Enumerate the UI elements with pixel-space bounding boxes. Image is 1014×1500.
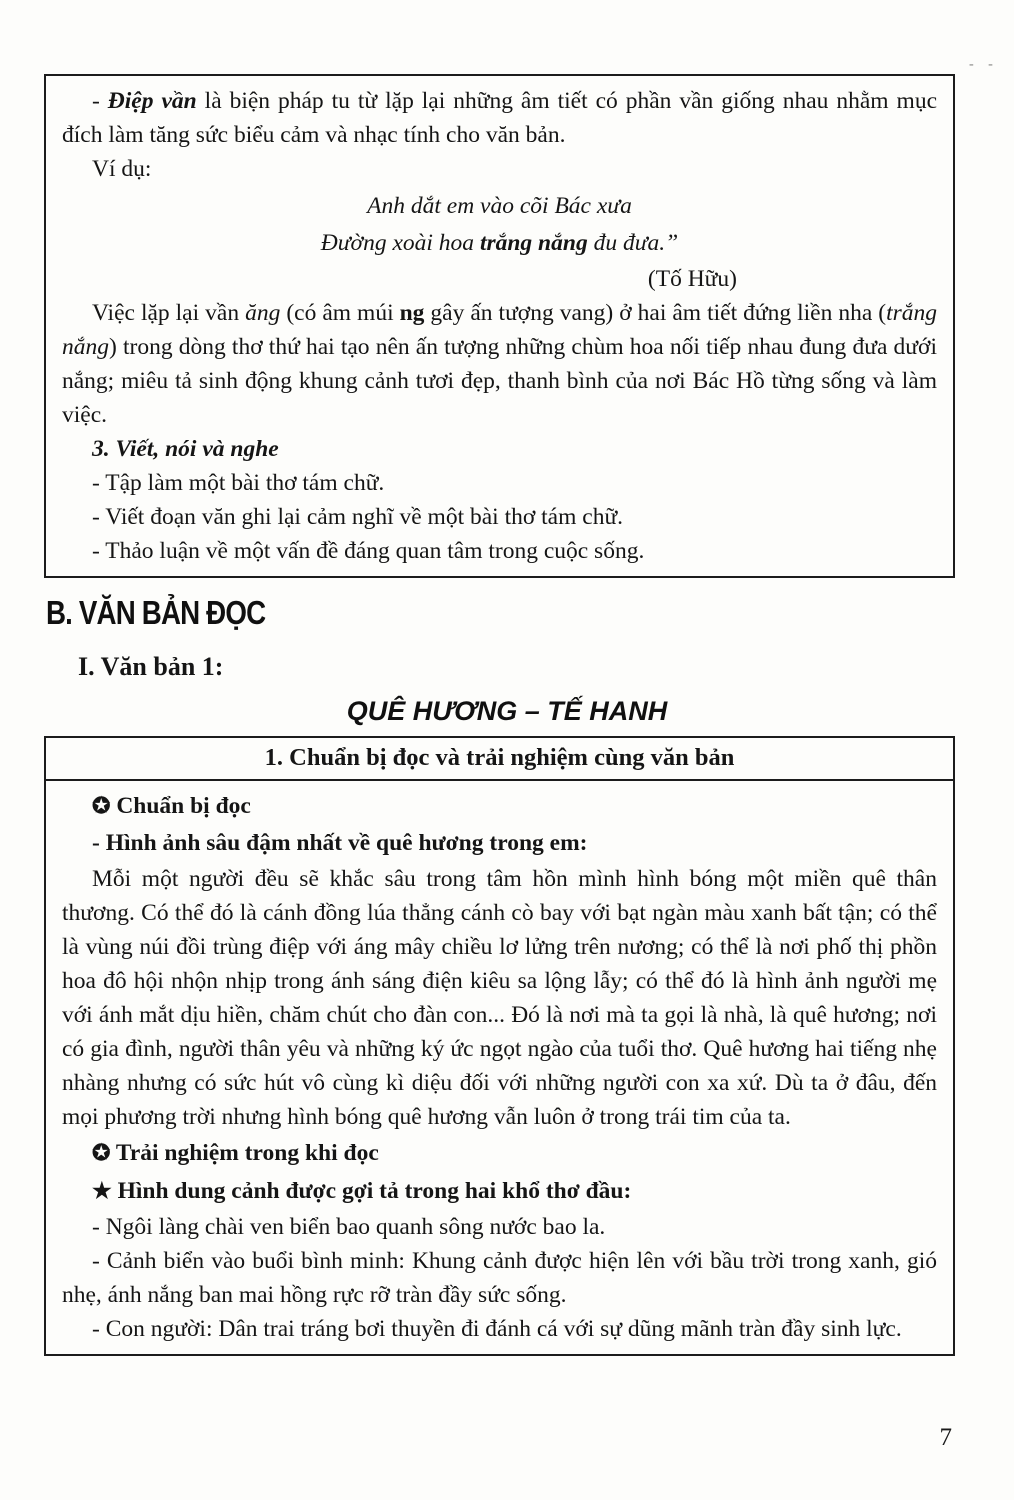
reading-item: - Cảnh biển vào buổi bình minh: Khung cảnh được hiện lên với bầu trời trong xanh, gió nhẹ, ánh nắng ban mai hồng rực rỡ tràn đầy sức sống.	[62, 1248, 937, 1308]
analysis-part-2: ăng	[245, 300, 281, 326]
note-item: - Tập làm một bài thơ tám chữ.	[92, 470, 385, 496]
prep-paragraph: Mỗi một người đều sẽ khắc sâu trong tâm hồn mình hình bóng một miền quê thân thương. Có thể đó là cánh đồng lúa thẳng cánh cò bay với bạt ngàn màu xanh bất tận; có thể là vùng núi đồi trùng điệp với áng mây chiều lơ lửng trên nương; có thể là nơi phố thị phồn hoa đô hội nhộn nhịp trong ánh sáng điện kiêu sa lộng lẫy; có thể đó là hình ảnh người mẹ với ánh mắt dịu hiền, chăm chút cho đàn con... Đó là nơi mà ta gọi là nhà, là quê hương; nơi có gia đình, người thân yêu và những ký ức ngọt ngào của tuổi thơ. Quê hương hai tiếng nhẹ nhàng nhưng có sức hút vô cùng kì diệu đối với những người con xa xứ. Dù ta ở đâu, đến mọi phương trời nhưng hình bóng quê hương vẫn luôn ở trong trái tim của ta.	[62, 866, 937, 1130]
analysis-part-5: gây ấn tượng vang) ở hai âm tiết đứng liền nha (	[424, 300, 887, 326]
experience-title: Trải nghiệm trong khi đọc	[115, 1140, 379, 1166]
example-label: Ví dụ:	[92, 156, 152, 182]
analysis-part-1: Việc lặp lại vần	[92, 300, 246, 326]
visualize-prompt: Hình dung cảnh được gợi tả trong hai khổ thơ đầu:	[111, 1178, 632, 1204]
verse-quote	[62, 188, 937, 262]
verse-attribution: (Tố Hữu)	[647, 266, 737, 292]
reading-item: - Con người: Dân trai tráng bơi thuyền đi đánh cá với sự dũng mãnh tràn đầy sinh lực.	[92, 1316, 902, 1342]
analysis-part-4: ng	[399, 300, 425, 326]
experience-title-line	[62, 1134, 937, 1172]
prep-prompt: - Hình ảnh sâu đậm nhất về quê hương trong em:	[92, 830, 588, 856]
prep-title-line	[62, 787, 937, 825]
prep-title: Chuẩn bị đọc	[116, 793, 251, 819]
reading-box-header: 1. Chuẩn bị đọc và trải nghiệm cùng văn bản	[46, 738, 953, 781]
page-number: 7	[939, 1424, 952, 1451]
star-circle-icon: ✪	[92, 793, 111, 818]
visualize-prompt-line	[62, 1172, 937, 1210]
work-title: QUÊ HƯƠNG – TẾ HANH	[346, 696, 668, 726]
verse-line-2-bold: trắng nắng	[479, 230, 588, 256]
reading-box-body	[46, 781, 953, 1354]
verse-line-2-post: đu đưa.”	[587, 230, 679, 256]
note-item: - Viết đoạn văn ghi lại cảm nghĩ về một bài thơ tám chữ.	[92, 504, 624, 530]
verse-line-2-pre: Đường xoài hoa	[320, 230, 480, 256]
definition-dash: -	[92, 88, 108, 114]
section-b-heading: B. VĂN BẢN ĐỌC	[46, 594, 266, 631]
section-3-heading: 3. Viết, nói và nghe	[92, 436, 279, 462]
definition-paragraph	[62, 84, 937, 152]
definition-term: Điệp vần	[107, 88, 197, 114]
scan-artifact: - -	[968, 56, 998, 73]
note-box	[44, 74, 955, 578]
star-circle-icon: ✪	[92, 1140, 111, 1165]
analysis-paragraph	[62, 296, 937, 432]
analysis-part-6: trắng nắng	[62, 300, 938, 360]
reading-item: - Ngôi làng chài ven biển bao quanh sông nước bao la.	[92, 1214, 606, 1240]
analysis-part-3: (có âm múi	[280, 300, 400, 326]
reading-box	[44, 736, 955, 1356]
note-item: - Thảo luận về một vấn đề đáng quan tâm trong cuộc sống.	[92, 538, 645, 564]
verse-line-1: Anh dắt em vào cõi Bác xưa	[367, 193, 632, 219]
definition-rest: là biện pháp tu từ lặp lại những âm tiết có phần vần giống nhau nhằm mục đích làm tăng sức biểu cảm và nhạc tính cho văn bản.	[62, 88, 938, 148]
analysis-part-7: ) trong dòng thơ thứ hai tạo nên ấn tượng những chùm hoa nối tiếp nhau đung đưa dưới nắng; miêu tả sinh động khung cảnh tươi đẹp, thanh bình của nơi Bác Hồ từng sống và làm việc.	[62, 334, 937, 428]
verse-line-2	[62, 225, 937, 262]
subsection-heading: I. Văn bản 1:	[78, 652, 224, 681]
star-icon: ★	[92, 1178, 112, 1203]
